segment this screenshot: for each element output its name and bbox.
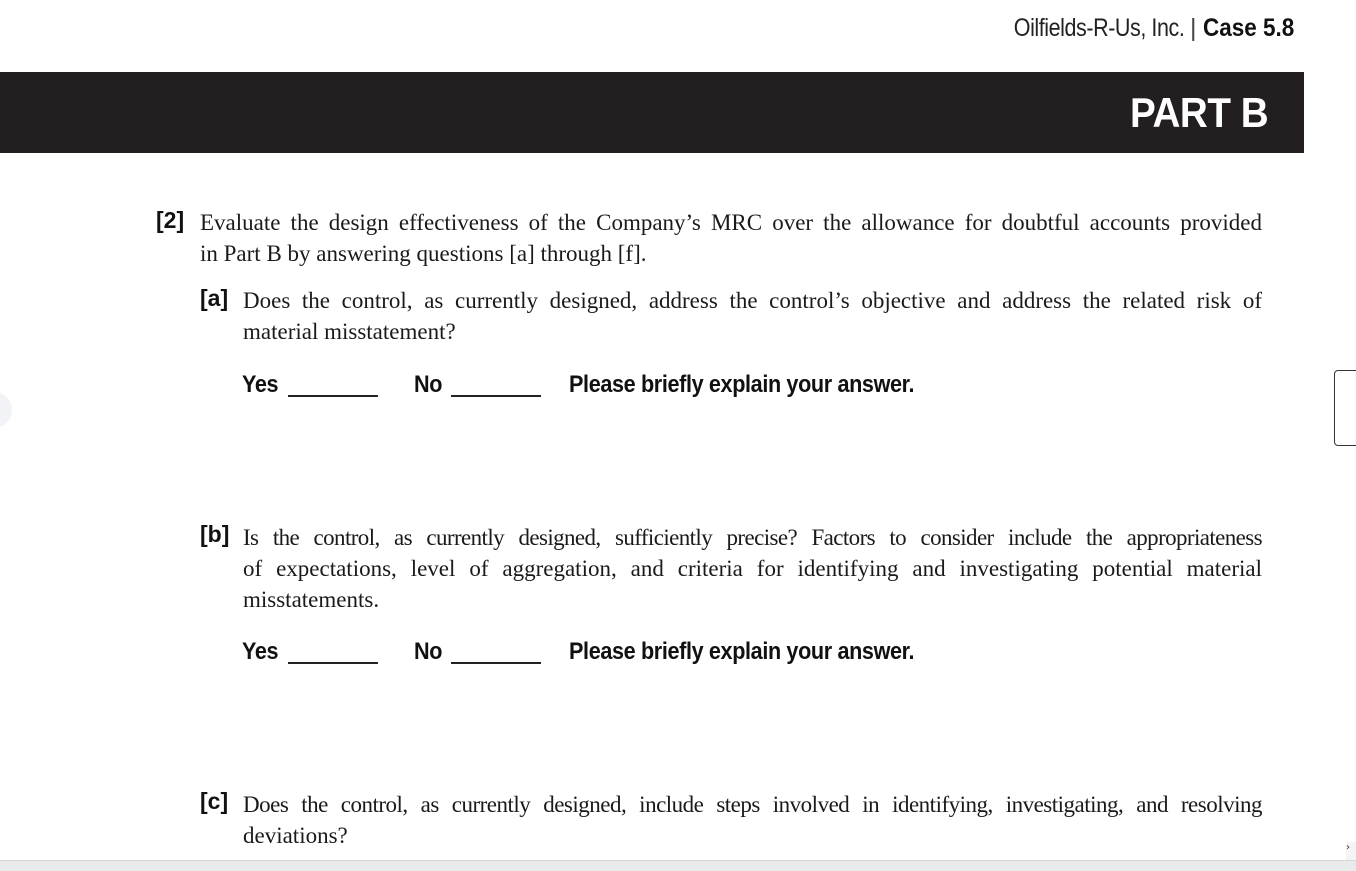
no-blank[interactable] [451, 662, 541, 664]
question-2-line-1: Evaluate the design effectiveness of the Company’s MRC over the allowance for doubtful accounts provided [200, 210, 1262, 235]
yes-label: Yes [242, 371, 279, 398]
side-panel-tab[interactable] [1334, 370, 1356, 446]
part-banner [0, 72, 1304, 153]
no-label: No [414, 638, 443, 665]
question-2-text [200, 207, 1262, 269]
answer-row-a [242, 367, 953, 403]
yes-label: Yes [242, 638, 279, 665]
question-c-line-2: deviations? [243, 823, 348, 848]
header-separator: | [1190, 13, 1197, 42]
viewer-bottom-bar [0, 860, 1356, 871]
company-name: Oilfields-R-Us, Inc. [1013, 13, 1185, 42]
yes-blank[interactable] [288, 395, 378, 397]
question-a-text [243, 285, 1262, 347]
question-a-line-2: material misstatement? [243, 319, 456, 344]
previous-page-button[interactable] [0, 392, 12, 428]
no-label: No [414, 371, 443, 398]
question-b-number: [b] [200, 521, 230, 547]
answer-row-b [242, 634, 953, 670]
explain-prompt: Please briefly explain your answer. [569, 638, 915, 665]
question-c-number: [c] [200, 788, 229, 814]
case-number: Case 5.8 [1202, 13, 1294, 42]
part-title: PART B [1129, 88, 1268, 136]
question-c-line-1: Does the control, as currently designed, include steps involved in identifying, investigating, and resolving [243, 792, 1262, 817]
question-a-line-1: Does the control, as currently designed, address the control’s objective and address the related risk of [243, 288, 1262, 313]
question-c-text [243, 789, 1262, 851]
question-b-text [243, 522, 1262, 615]
no-blank[interactable] [451, 395, 541, 397]
explain-prompt: Please briefly explain your answer. [569, 371, 915, 398]
yes-blank[interactable] [288, 662, 378, 664]
question-b-line-3: misstatements. [243, 587, 380, 612]
question-b-line-2: of expectations, level of aggregation, and criteria for identifying and investigating potential material [243, 556, 1262, 581]
question-b-line-1: Is the control, as currently designed, sufficiently precise? Factors to consider include the appropriateness [243, 525, 1262, 550]
question-a-number: [a] [200, 285, 229, 311]
document-header [986, 10, 1304, 46]
chevron-icon[interactable]: › [1346, 842, 1356, 860]
question-2-number: [2] [156, 207, 185, 233]
question-2-line-2: in Part B by answering questions [a] through [f]. [200, 241, 647, 266]
